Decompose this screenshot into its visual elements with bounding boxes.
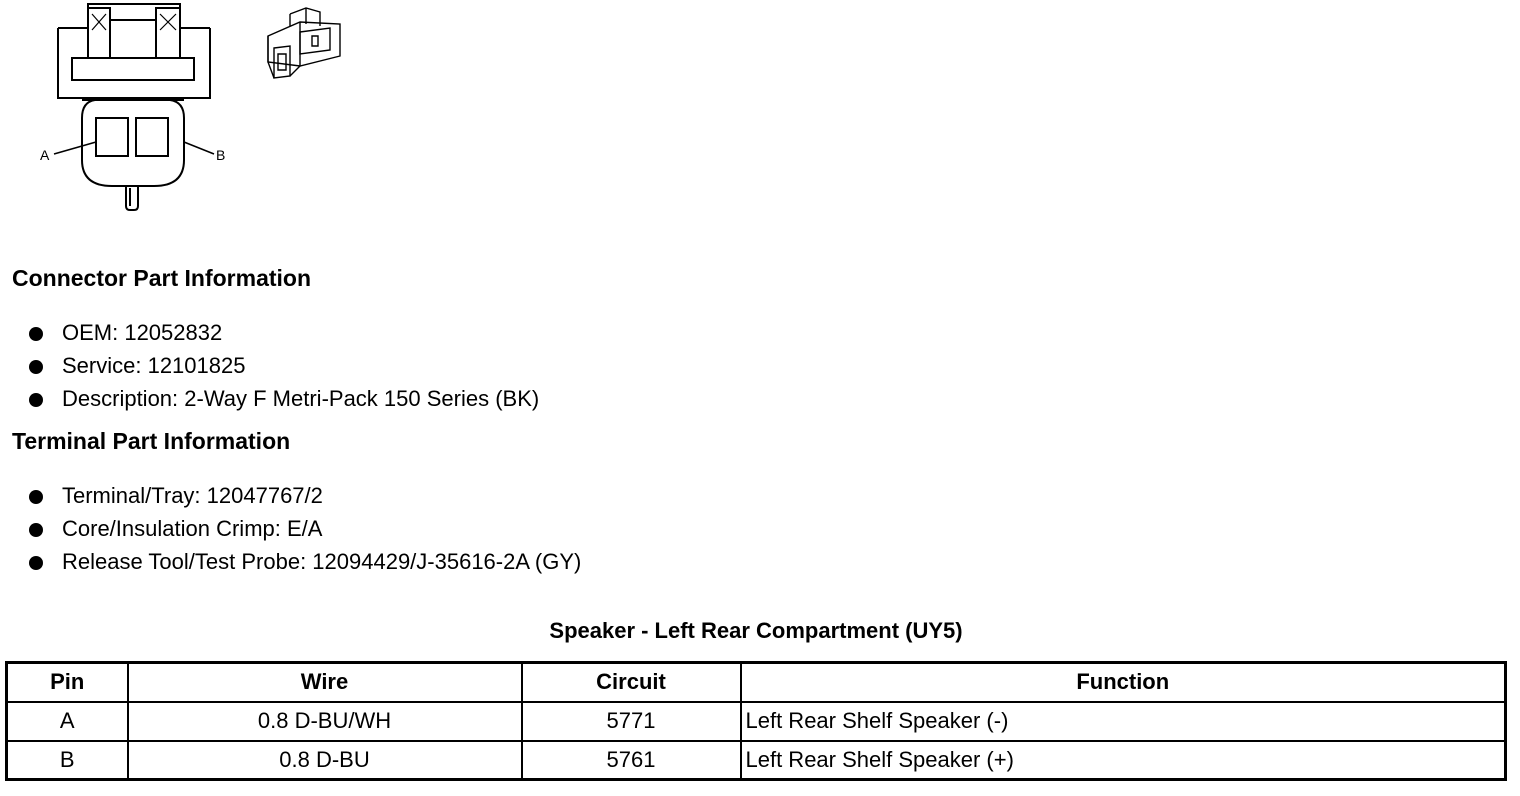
table-row: [7, 702, 1506, 741]
pin-label-b: B: [216, 147, 226, 163]
terminal-release-tool: Release Tool/Test Probe: 12094429/J-35616-2A (GY): [62, 549, 582, 574]
cell-wire: 0.8 D-BU/WH: [128, 702, 522, 741]
cell-wire: 0.8 D-BU: [128, 741, 522, 780]
cell-function: Left Rear Shelf Speaker (+): [741, 741, 1506, 780]
connector-diagram: [0, 0, 360, 220]
bullet-icon: [29, 360, 43, 374]
connector-oem: OEM: 12052832: [62, 320, 223, 345]
connector-isometric-sketch: [268, 8, 340, 78]
pin-label-a: A: [40, 147, 50, 163]
list-item: [0, 512, 581, 545]
terminal-tray: Terminal/Tray: 12047767/2: [62, 483, 323, 508]
list-item: [0, 316, 539, 349]
header-pin: Pin: [7, 663, 128, 702]
table-header-row: [7, 663, 1506, 702]
bullet-icon: [29, 327, 43, 341]
cell-pin: B: [7, 741, 128, 780]
connector-info-heading: Connector Part Information: [12, 265, 312, 291]
list-item: [0, 545, 581, 578]
list-item: [0, 349, 539, 382]
bullet-icon: [29, 393, 43, 407]
bullet-icon: [29, 556, 43, 570]
table-title: Speaker - Left Rear Compartment (UY5): [549, 618, 963, 643]
list-item: [0, 479, 581, 512]
pinout-table: [5, 661, 1507, 781]
list-item: [0, 382, 539, 415]
connector-info-list: [0, 316, 539, 415]
cell-pin: A: [7, 702, 128, 741]
table-row: [7, 741, 1506, 780]
terminal-crimp: Core/Insulation Crimp: E/A: [62, 516, 323, 541]
header-wire: Wire: [128, 663, 522, 702]
terminal-info-heading: Terminal Part Information: [12, 428, 291, 454]
bullet-icon: [29, 490, 43, 504]
connector-service: Service: 12101825: [62, 353, 246, 378]
cell-circuit: 5761: [522, 741, 741, 780]
cell-function: Left Rear Shelf Speaker (-): [741, 702, 1506, 741]
connector-description: Description: 2-Way F Metri-Pack 150 Series (BK): [62, 386, 540, 411]
header-function: Function: [741, 663, 1506, 702]
bullet-icon: [29, 523, 43, 537]
terminal-info-list: [0, 479, 581, 578]
header-circuit: Circuit: [522, 663, 741, 702]
cell-circuit: 5771: [522, 702, 741, 741]
